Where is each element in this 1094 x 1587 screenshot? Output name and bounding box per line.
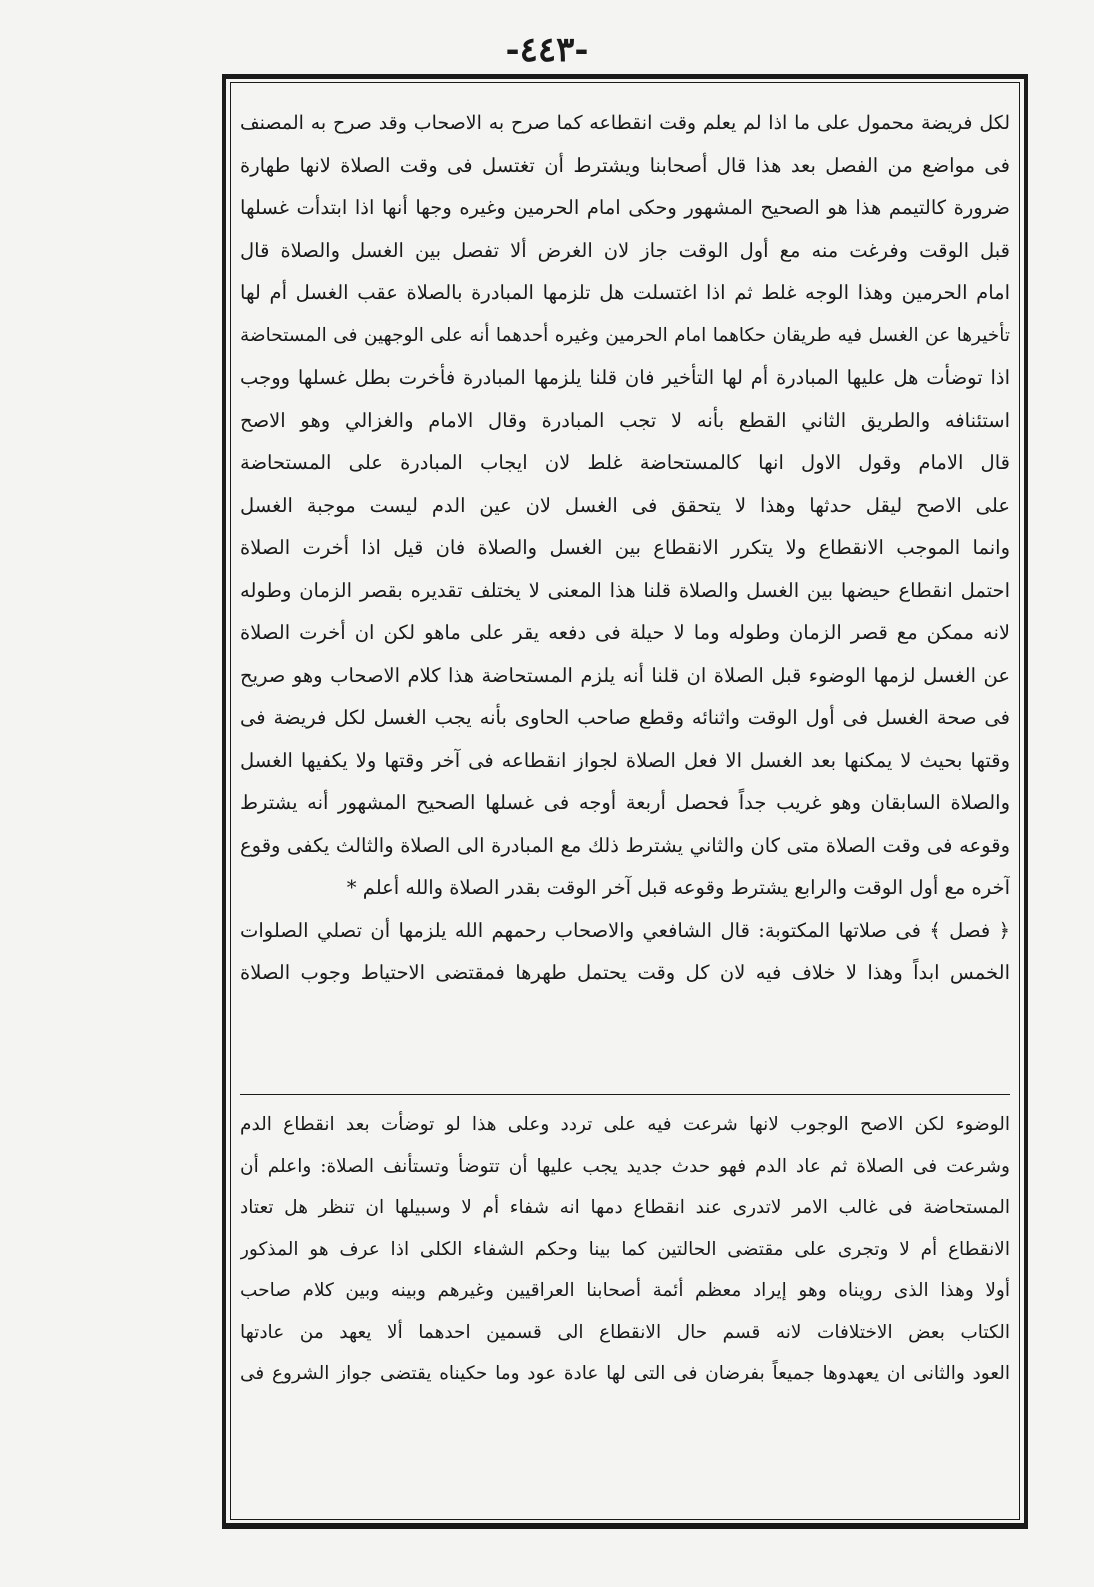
main-line: امام الحرمين وهذا الوجه غلط ثم اذا اغتسلت هل تلزمها المبادرة بالصلاة عقب الغسل أم لها xyxy=(240,281,1010,304)
main-line: فى صحة الغسل فى أول الوقت واثنائه وقطع صاحب الحاوى بأنه يجب الغسل لكل فريضة فى xyxy=(240,706,1010,729)
main-line: قبل الوقت وفرغت منه مع أول الوقت جاز لان الغرض ألا تفصل بين الغسل والصلاة قال xyxy=(240,238,1010,262)
footnote-text xyxy=(240,1104,1010,1395)
main-text xyxy=(240,102,1010,995)
main-line: عن الغسل لزمها الوضوء قبل الصلاة ان قلنا أنه يلزم المستحاضة هذا كلام الاصحاب وهو صريح xyxy=(240,663,1010,687)
main-line: استئنافه والطريق الثاني القطع بأنه لا تجب المبادرة وقال الامام والغزالي وهو الاصح xyxy=(240,408,1010,432)
main-line: وانما الموجب الانقطاع ولا يتكرر الانقطاع بين الغسل والصلاة فان قيل اذا أخرت الصلاة xyxy=(240,536,1010,559)
main-line: آخره مع أول الوقت والرابع يشترط وقوعه قبل آخر الوقت بقدر الصلاة والله أعلم * xyxy=(346,876,1010,899)
footnote-line: أولا وهذا الذى رويناه وهو إيراد معظم أئمة أصحابنا العراقيين وغيرهم وبينه وبين كلام صاحب xyxy=(240,1280,1010,1301)
main-line: ضرورة كالتيمم هذا هو الصحيح المشهور وحكى امام الحرمين وغيره وجها أنها اذا ابتدأت غسلها xyxy=(240,196,1010,219)
footnote-line: العود والثانى ان يعهدوها جميعاً بفرضان فى التى لها عادة عود وما حكيناه يقتضى جواز الشروع فى xyxy=(240,1363,1010,1384)
main-line: على الاصح ليقل حدثها وهذا لا يتحقق فى الغسل لان عين الدم ليست موجبة الغسل xyxy=(240,493,1010,517)
footnote-line: الكتاب بعض الاختلافات لانه قسم حال الانقطاع الى قسمين احدهما ألا يعهد من عادتها xyxy=(240,1321,1010,1343)
footnote-line: الوضوء لكن الاصح الوجوب لانها شرعت فيه على تردد وعلى هذا لو توضأت بعد انقطاع الدم xyxy=(240,1114,1010,1135)
main-line: وقتها بحيث لا يمكنها بعد الغسل الا فعل الصلاة لجواز انقطاعه فى آخر وقتها ولا يكفيها الغسل xyxy=(240,748,1010,772)
main-line: الخمس ابداً وهذا لا خلاف فيه لان كل وقت يحتمل طهرها فمقتضى الاحتياط وجوب الصلاة xyxy=(240,961,1010,984)
main-line: لانه ممكن مع قصر الزمان وطوله وما لا حيلة فى دفعه يقر على ماهو لكن ان أخرت الصلاة xyxy=(240,621,1010,644)
footnote-line: الانقطاع أم لا وتجرى على مقتضى الحالتين كما بينا وحكم الشفاء الكلى اذا عرف هو المذكور xyxy=(240,1238,1010,1260)
footnote-separator xyxy=(240,1094,1010,1095)
main-line: قال الامام وقول الاول انها كالمستحاضة غلط لان ايجاب المبادرة على المستحاضة xyxy=(240,451,1010,474)
main-line: والصلاة السابقان وهو غريب جداً فحصل أربعة أوجه فى غسلها الصحيح المشهور أنه يشترط xyxy=(240,791,1010,814)
section-heading-line: ﴿ فصل ﴾ فى صلاتها المكتوبة: قال الشافعي والاصحاب رحمهم الله يلزمها أن تصلي الصلوات xyxy=(240,918,1010,942)
main-line: لكل فريضة محمول على ما اذا لم يعلم وقت انقطاعه كما صرح به الاصحاب وقد صرح به المصنف xyxy=(240,112,1010,134)
main-line: احتمل انقطاع حيضها بين الغسل والصلاة قلنا هذا المعنى لا يختلف تقديره بقصر الزمان وطوله xyxy=(240,578,1010,602)
main-line: فى مواضع من الفصل بعد هذا قال أصحابنا ويشترط أن تغتسل فى وقت الصلاة لانها طهارة xyxy=(240,153,1010,177)
main-line: تأخيرها عن الغسل فيه طريقان حكاهما امام الحرمين وغيره أحدهما أنه على الوجهين فى المستحاضة xyxy=(240,324,1010,346)
main-line: اذا توضأت هل عليها المبادرة أم لها التأخير فان قلنا يلزمها المبادرة فأخرت بطل غسلها ووجب xyxy=(240,366,1010,389)
footnote-line: وشرعت فى الصلاة ثم عاد الدم فهو حدث جديد يجب عليها أن تتوضأ وتستأنف الصلاة: واعلم أن xyxy=(240,1155,1010,1177)
page-number: -٤٤٣- xyxy=(505,30,589,70)
main-line: وقوعه فى وقت الصلاة متى كان والثاني يشترط ذلك مع المبادرة الى الصلاة والثالث يكفى وقوع xyxy=(240,833,1010,857)
footnote-line: المستحاضة فى غالب الامر لاتدرى عند انقطاع دمها انه شفاء أم لا وسبيلها ان تنظر هل تعتاد xyxy=(240,1197,1010,1218)
